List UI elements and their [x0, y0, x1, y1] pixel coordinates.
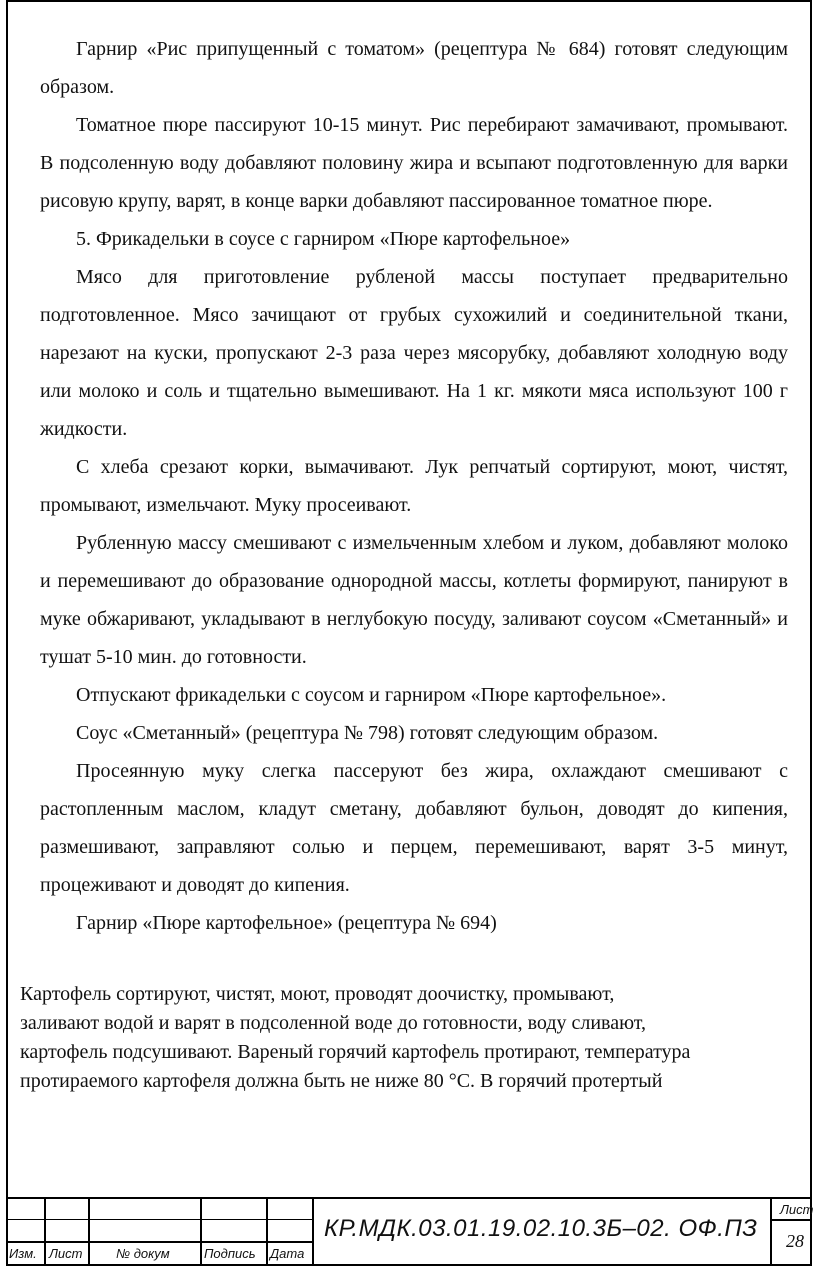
text-line: Картофель сортируют, чистят, моют, проводят доочистку, промывают, [20, 983, 615, 1005]
sheet-label: Лист [780, 1202, 814, 1217]
stamp-col-line [266, 1197, 268, 1266]
stamp-top-border [6, 1197, 812, 1199]
stamp-col-line [200, 1197, 202, 1266]
stamp-label-list: Лист [49, 1246, 83, 1261]
title-block-stamp [6, 1197, 812, 1266]
paragraph: Соус «Сметанный» (рецептура № 798) готовят следующим образом. [76, 722, 659, 744]
paragraph: Просеянную муку слегка пассеруют без жира, охлаждают смешивают с растопленным маслом, кладут сметану, добавляют бульон, доводят до кипения, размешивают, заправляют солью и перцем, перемешивают, варят 3-5 минут, процеживают и доводят до кипения. [40, 760, 788, 896]
section-heading: 5. Фрикадельки в соусе с гарниром «Пюре картофельное» [76, 228, 571, 250]
stamp-label-izm: Изм. [9, 1246, 37, 1261]
stamp-col-line [312, 1197, 314, 1266]
stamp-col-line [88, 1197, 90, 1266]
paragraph: Мясо для приготовление рубленой массы поступает предварительно подготовленное. Мясо зачищают от грубых сухожилий и соединительной ткани, нарезают на куски, пропускают 2-3 раза через мясорубку, добавляют холодную воду или молоко и соль и тщательно вымешивают. На 1 кг. мякоти мяса используют 100 г жидкости. [40, 266, 788, 440]
paragraph: Томатное пюре пассируют 10-15 минут. Рис перебирают замачивают, промывают. В подсоленную воду добавляют половину жира и всыпают подготовленную для варки рисовую крупу, варят, в конце варки добавляют пассированное томатное пюре. [40, 114, 788, 212]
paragraph: Отпускают фрикадельки с соусом и гарниром «Пюре картофельное». [76, 684, 667, 706]
text-line: картофель подсушивают. Вареный горячий картофель протирают, температура [20, 1041, 691, 1063]
paragraph: Гарнир «Рис припущенный с томатом» (рецептура № 684) готовят следующим образом. [40, 38, 788, 98]
sheet-number: 28 [786, 1231, 804, 1251]
paragraph: Рубленную массу смешивают с измельченным хлебом и луком, добавляют молоко и перемешивают до образование однородной массы, котлеты формируют, панируют в муке обжаривают, укладывают в неглубокую посуду, заливают соусом «Сметанный» и тушат 5-10 мин. до готовности. [40, 532, 788, 668]
stamp-sheet-divider [770, 1219, 812, 1221]
stamp-label-podpis: Подпись [204, 1246, 256, 1261]
text-line: протираемого картофеля должна быть не ниже 80 °С. В горячий протертый [20, 1070, 663, 1092]
text-line: заливают водой и варят в подсоленной воде до готовности, воду сливают, [20, 1012, 647, 1034]
pasted-text-block [20, 980, 790, 1096]
stamp-label-dokum: № докум [116, 1246, 170, 1261]
document-body [40, 30, 788, 942]
paragraph: С хлеба срезают корки, вымачивают. Лук репчатый сортируют, моют, чистят, промывают, измельчают. Муку просеивают. [40, 456, 788, 516]
stamp-col-line [44, 1197, 46, 1266]
document-code: КР.МДК.03.01.19.02.10.3Б–02. ОФ.ПЗ [324, 1215, 758, 1242]
stamp-label-data: Дата [270, 1246, 305, 1261]
paragraph: Гарнир «Пюре картофельное» (рецептура № 694) [76, 912, 497, 934]
stamp-col-line [770, 1197, 772, 1266]
